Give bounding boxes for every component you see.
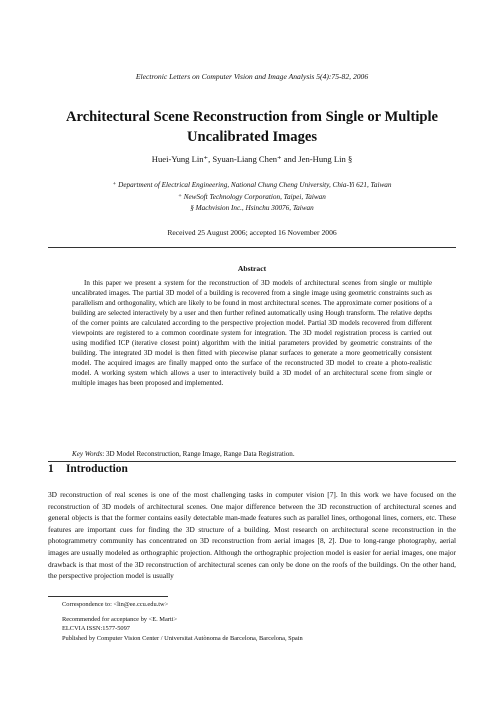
affiliation-list	[0, 180, 504, 215]
footnotes	[62, 600, 303, 643]
journal-header: Electronic Letters on Computer Vision and Image Analysis 5(4):75-82, 2006	[135, 72, 369, 81]
footnote-divider	[48, 596, 168, 597]
paper-title: Architectural Scene Reconstruction from Single or Multiple Uncalibrated Images	[65, 109, 439, 145]
correspondence-note: Correspondence to: <lin@ee.ccu.edu.tw>	[62, 601, 169, 608]
keywords-label: Key Words	[72, 450, 103, 458]
received-dates: Received 25 August 2006; accepted 16 November 2006	[167, 228, 337, 237]
section-heading	[48, 463, 128, 475]
section-title: Introduction	[66, 463, 128, 475]
abstract-heading: Abstract	[237, 264, 267, 273]
recommended-note: Recommended for acceptance by <E. Marti>	[62, 616, 178, 624]
introduction-text: 3D reconstruction of real scenes is one of the most challenging tasks in computer vision [7]. In this work we have focused on the reconstruction of 3D models of architectural scenes. One major difference between the 3D reconstruction of architectural scenes and general objects is that the former contains easily detectable man-made features such as parallel lines, orthogonal lines, corners, etc. These features are important cues for finding the 3D structure of a building. Most research on architectural scene reconstruction in the photogrammetry community has concentrated on 3D reconstruction from aerial images [8, 2]. Due to long-range photography, aerial images are usually modeled as orthographic projection. Although the orthographic projection model is easier for aerial images, one major drawback is that most of the 3D reconstruction of architectural scenes can only be done on the roofs of the buildings. On the other hand, the perspective projection model is usually	[48, 490, 456, 581]
affiliation-1: ⁺ Department of Electrical Engineering, National Chung Cheng University, Chia-Yi 621, Taiwan	[112, 181, 392, 189]
abstract-body	[72, 278, 432, 388]
affiliation-3: § Machvision Inc., Hsinchu 30076, Taiwan	[190, 204, 314, 212]
top-divider	[48, 247, 456, 248]
publisher-note: Published by Computer Vision Center / Universitat Autònoma de Barcelona, Barcelona, Spain	[62, 634, 303, 642]
abstract-text: In this paper we present a system for the reconstruction of 3D models of architectural scenes from single or multiple uncalibrated images. The partial 3D model of a building is recovered from a single image using geometric constraints such as parallelism and orthogonality, which are likely to be found in most architectural scenes. The approximate corner positions of a building are selected interactively by a user and then further refined automatically using Hough transform. The relative depths of the corner points are calculated according to the perspective projection model. Partial 3D models recovered from different viewpoints are registered to a common coordinate system for integration. The 3D model registration process is carried out using modified ICP (iterative closest point) algorithm with the initial parameters provided by geometric constraints of the building. The integrated 3D model is then fitted with piecewise planar surfaces to generate a more geometrically consistent model. The acquired images are finally mapped onto the surface of the reconstructed 3D model to create a photo-realistic model. A working system which allows a user to interactively build a 3D model of an architectural scene from single or multiple images has been proposed and implemented.	[72, 279, 432, 387]
section-number: 1	[48, 463, 54, 475]
issn-note: ELCVIA ISSN:1577-5097	[62, 625, 130, 633]
introduction-body	[48, 489, 456, 582]
keywords-line	[72, 450, 432, 458]
keywords-text: : 3D Model Reconstruction, Range Image, Range Data Registration.	[102, 450, 295, 458]
author-list: Huei-Yung Lin⁺, Syuan-Liang Chen⁺ and Jen-Hung Lin §	[151, 154, 353, 164]
affiliation-2: ⁺ NewSoft Technology Corporation, Taipei, Taiwan	[178, 192, 326, 201]
abstract-divider	[48, 461, 456, 462]
